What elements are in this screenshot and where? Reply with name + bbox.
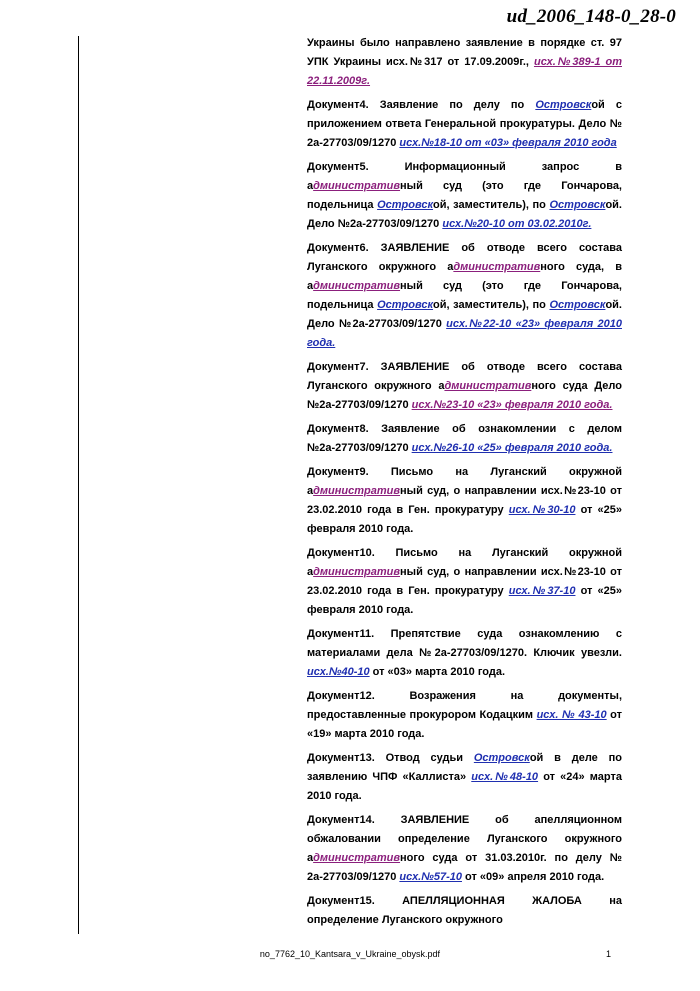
entry-text: от «25» февраля 2010 года. — [307, 504, 623, 535]
hyperlink[interactable]: дминистратив — [313, 566, 401, 578]
hyperlink[interactable]: исх.№30-10 — [508, 504, 576, 516]
hyperlink[interactable]: исх.№26-10 «25» февраля 2010 года. — [411, 442, 613, 454]
document-entry — [307, 544, 622, 620]
entry-text: Документ9. Письмо на Луганский окружной а — [307, 466, 622, 497]
left-margin-rule — [78, 36, 79, 934]
entry-text: ой, заместитель), по — [433, 199, 550, 211]
footer-filename: no_7762_10_Kantsara_v_Ukraine_obysk.pdf — [259, 949, 441, 959]
hyperlink[interactable]: исх.№40-10 — [307, 666, 370, 678]
entry-text: ного суда от 31.03.2010г. по делу № 2а-27703/09/1270 — [307, 852, 622, 883]
entry-text: Документ11. Препятствие суда ознакомлению с материалами дела №2а-27703/09/1270. Ключик увезли. — [307, 628, 622, 659]
entry-text: Документ14. ЗАЯВЛЕНИЕ об апелляционном обжаловании определение Луганского окружного а — [307, 814, 622, 864]
hyperlink[interactable]: Островск — [535, 99, 592, 111]
document-entry — [307, 158, 622, 234]
hyperlink[interactable]: Островск — [473, 752, 530, 764]
entry-text: Документ13. Отвод судьи — [307, 752, 474, 764]
page-number: 1 — [606, 949, 612, 959]
entry-text: от «24» марта 2010 года. — [307, 771, 622, 802]
entry-text: ой в деле по заявлению ЧПФ «Каллиста» — [307, 752, 622, 783]
document-entry — [307, 749, 622, 806]
hyperlink[interactable]: исх.№20-10 от 03.02.2010г. — [442, 218, 592, 230]
entry-text: Документ12. Возражения на документы, предоставленные прокурором Кодацким — [307, 690, 622, 721]
document-body — [307, 34, 622, 930]
document-entry — [307, 892, 622, 930]
document-entry — [307, 358, 622, 415]
hyperlink[interactable]: Островск — [549, 299, 606, 311]
entry-text: ный суд, о направлении исх.№23-10 от 23.02.2010 года в Ген. прокуратуру — [307, 566, 622, 597]
entry-text: ой. Дело №2а-27703/09/1270 — [307, 299, 622, 330]
entry-text: ой, заместитель), по — [433, 299, 550, 311]
document-id: ud_2006_148-0_28-0 — [506, 6, 676, 27]
entry-text: от «19» марта 2010 года. — [307, 709, 623, 740]
hyperlink[interactable]: дминистратив — [313, 280, 401, 292]
entry-text: ного суда, в а — [307, 261, 622, 292]
hyperlink[interactable]: исх. № 43-10 — [536, 709, 607, 721]
entry-text: Документ6. ЗАЯВЛЕНИЕ об отводе всего состава Луганского окружного а — [307, 242, 622, 273]
hyperlink[interactable]: исх.№23-10 «23» февраля 2010 года. — [411, 399, 613, 411]
hyperlink[interactable]: Островск — [377, 299, 434, 311]
document-entry — [307, 420, 622, 458]
entry-text: от «25» февраля 2010 года. — [307, 585, 623, 616]
entry-text: Документ15. АПЕЛЛЯЦИОННАЯ ЖАЛОБА на определение Луганского окружного — [307, 895, 622, 926]
entry-text: ный суд (это где Гончарова, подельница — [307, 280, 622, 311]
hyperlink[interactable]: дминистратив — [453, 261, 541, 273]
entry-text: ой. Дело №2а-27703/09/1270 — [307, 199, 622, 230]
entry-text: от «03» марта 2010 года. — [369, 666, 506, 678]
hyperlink[interactable]: Островск — [377, 199, 434, 211]
hyperlink[interactable]: исх.№18-10 от «03» февраля 2010 года — [399, 137, 617, 149]
document-entry — [307, 811, 622, 887]
entry-text: ный суд, о направлении исх.№23-10 от 23.02.2010 года в Ген. прокуратуру — [307, 485, 622, 516]
document-entry — [307, 239, 622, 353]
entry-text: Украины было направлено заявление в порядке ст. 97 УПК Украины исх.№317 от 17.09.2009г., — [307, 37, 622, 68]
entry-text: Документ10. Письмо на Луганский окружной а — [307, 547, 622, 578]
entry-text: ой с приложением ответа Генеральной прокуратуры. Дело № 2а-27703/09/1270 — [307, 99, 622, 149]
hyperlink[interactable]: исх.№57-10 — [399, 871, 462, 883]
entry-text: Документ4. Заявление по делу по — [307, 99, 536, 111]
hyperlink[interactable]: дминистратив — [313, 180, 401, 192]
entry-text: Документ8. Заявление об ознакомлении с делом №2а-27703/09/1270 — [307, 423, 622, 454]
hyperlink[interactable]: исх.№37-10 — [508, 585, 576, 597]
hyperlink[interactable]: исх.№389-1 от 22.11.2009г. — [307, 56, 622, 87]
entry-text: ного суда Дело №2а-27703/09/1270 — [307, 380, 622, 411]
entry-text: Документ7. ЗАЯВЛЕНИЕ об отводе всего состава Луганского окружного а — [307, 361, 622, 392]
hyperlink[interactable]: дминистратив — [313, 485, 401, 497]
entry-text: от «09» апреля 2010 года. — [461, 871, 605, 883]
hyperlink[interactable]: исх.№48-10 — [471, 771, 539, 783]
document-entry — [307, 687, 622, 744]
entry-text: Документ5. Информационный запрос в а — [307, 161, 622, 192]
hyperlink[interactable]: дминистратив — [313, 852, 401, 864]
hyperlink[interactable]: исх.№22-10 «23» февраля 2010 года. — [307, 318, 622, 349]
document-entry — [307, 463, 622, 539]
document-entry — [307, 96, 622, 153]
document-entry — [307, 625, 622, 682]
entry-text: ный суд (это где Гончарова, подельница — [307, 180, 622, 211]
hyperlink[interactable]: дминистратив — [444, 380, 532, 392]
document-entry — [307, 34, 622, 91]
hyperlink[interactable]: Островск — [549, 199, 606, 211]
